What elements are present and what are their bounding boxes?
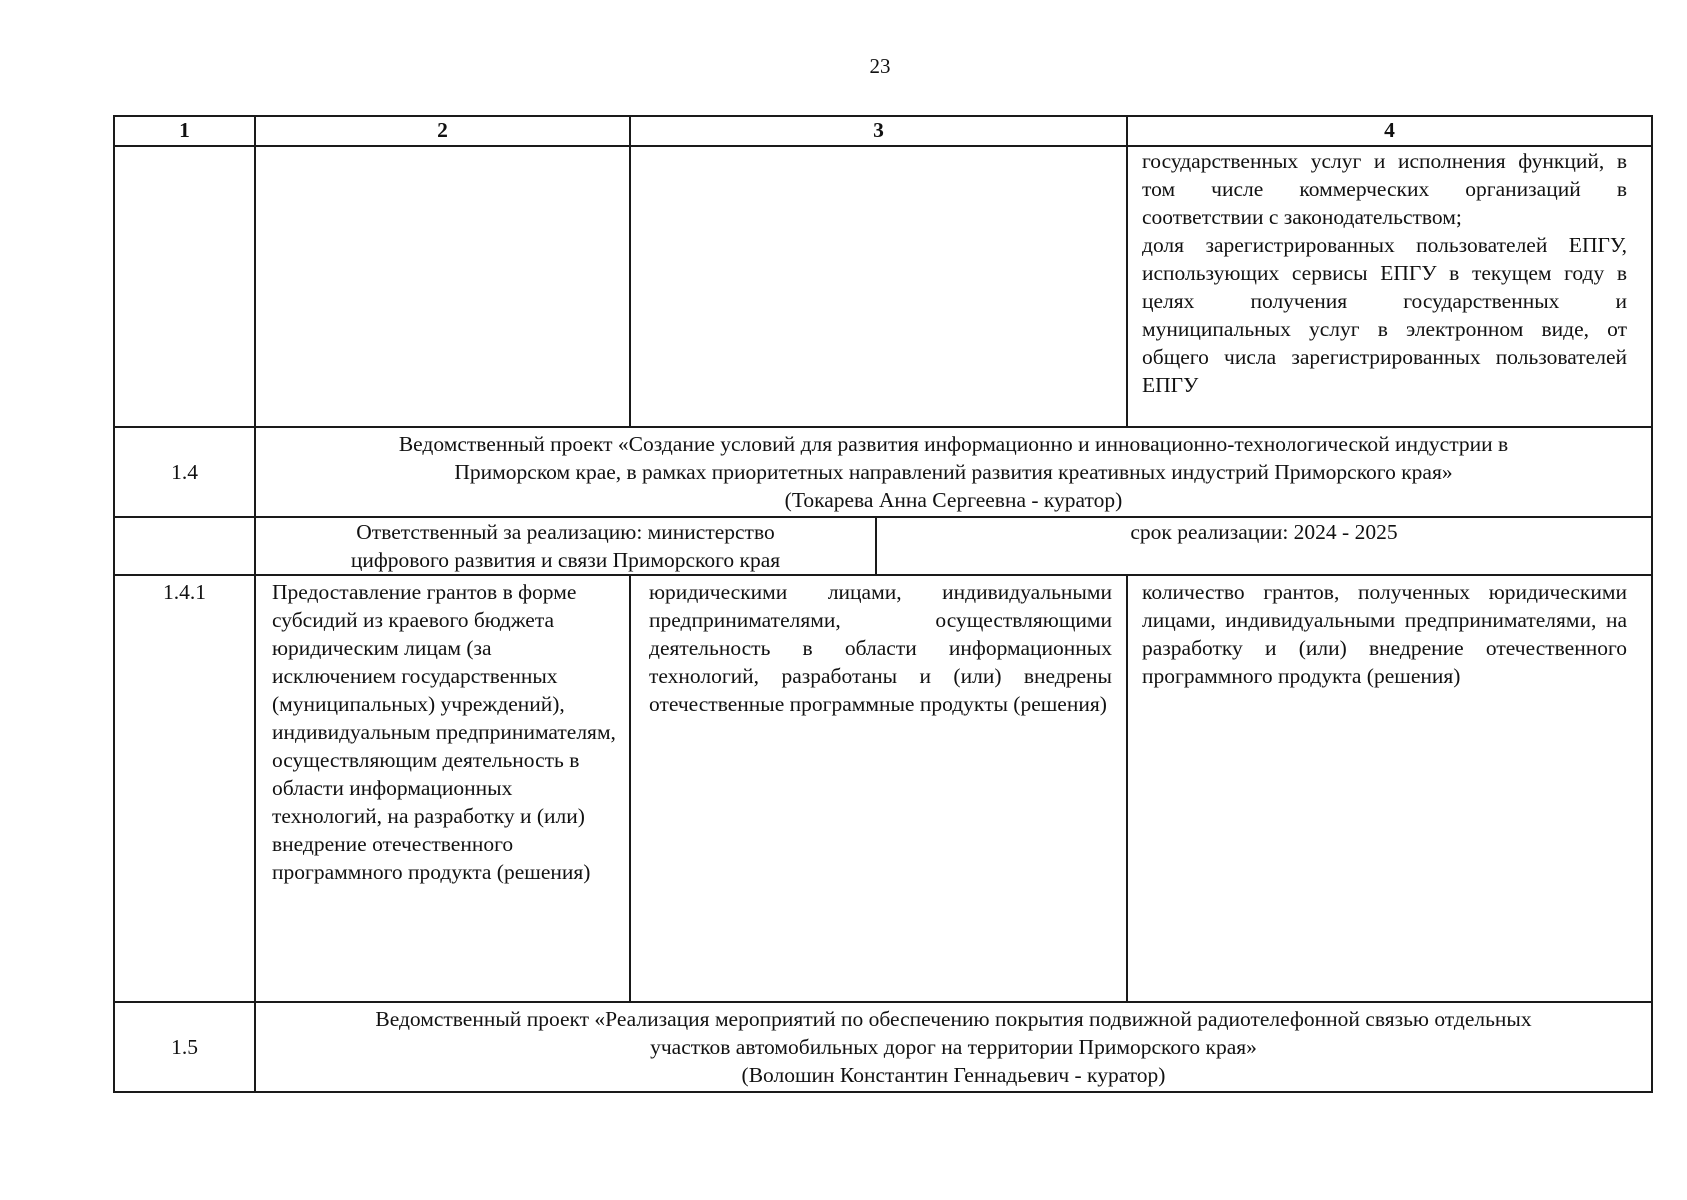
project-row-1-5 [114,1002,1652,1092]
continuation-indicators [1127,146,1652,427]
continuation-cell-1 [114,146,255,427]
project-title [255,427,1652,517]
responsible-row [114,517,1652,575]
measure-description: Предоставление грантов в форме субсидий из краевого бюджета юридическим лицам (за исключением государственных (муниципальных) учреждений), индивидуальным предпринимателям, осуществляющим деятельность в области информационных технологий, на разработку и (или) внедрение отечественного программного продукта (решения) [255,575,630,1002]
project-number: 1.4 [114,427,255,517]
indicator-text-part2: доля зарегистрированных пользователей ЕПГУ, использующих сервисы ЕПГУ в текущем году в целях получения государственных и муниципальных услуг в электронном виде, от общего числа зарегистрированных пользователей ЕПГУ [1142,233,1627,397]
responsible-container [255,517,1652,575]
continuation-cell-2 [255,146,630,427]
responsible-line1: Ответственный за реализацию: министерство [356,520,775,544]
column-header-2: 2 [255,116,630,146]
project-title-line1: Ведомственный проект «Реализация мероприятий по обеспечению покрытия подвижной радиотелефонной связью отдельных [375,1007,1532,1031]
project-curator: (Волошин Константин Геннадьевич - куратор) [741,1063,1166,1087]
indicator-text-part1: государственных услуг и исполнения функций, в том числе коммерческих организаций в соответствии с законодательством; [1142,149,1627,229]
measures-table [113,115,1653,1093]
project-title-line1: Ведомственный проект «Создание условий для развития информационно и инновационно-технологической индустрии в [398,432,1509,456]
row-number: 1.4.1 [114,575,255,1002]
implementation-term: срок реализации: 2024 - 2025 [1130,520,1398,544]
project-title-line2: Приморском крае, в рамках приоритетных направлений развития креативных индустрий Приморского края» [454,460,1453,484]
column-header-1: 1 [114,116,255,146]
responsible-empty-cell [114,517,255,575]
project-title [255,1002,1652,1092]
page-number: 23 [869,54,891,78]
project-title-line2: участков автомобильных дорог на территории Приморского края» [650,1035,1257,1059]
expected-result: юридическими лицами, индивидуальными предпринимателями, осуществляющими деятельность в области информационных технологий, разработаны и (или) внедрены отечественные программные продукты (решения) [630,575,1127,1002]
row-1-4-1 [114,575,1652,1002]
project-row-1-4 [114,427,1652,517]
continuation-row [114,146,1652,427]
column-header-4: 4 [1127,116,1652,146]
column-header-3: 3 [630,116,1127,146]
project-curator: (Токарева Анна Сергеевна - куратор) [784,488,1123,512]
project-number: 1.5 [114,1002,255,1092]
responsible-split [256,518,1651,574]
continuation-cell-3 [630,146,1127,427]
responsible-party [256,518,876,574]
column-header-row [114,116,1652,146]
result-indicator: количество грантов, полученных юридическими лицами, индивидуальными предпринимателями, на разработку и (или) внедрение отечественного программного продукта (решения) [1127,575,1652,1002]
responsible-line2: цифрового развития и связи Приморского края [350,548,781,572]
